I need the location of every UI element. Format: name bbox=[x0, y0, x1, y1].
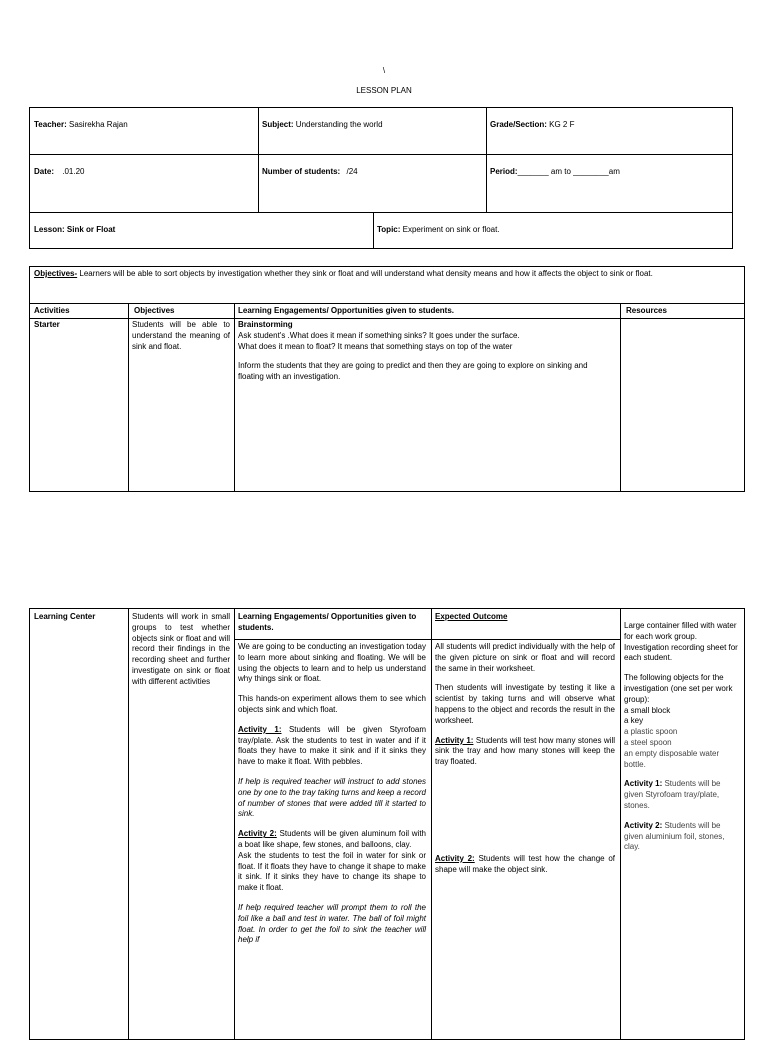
resources-column bbox=[624, 621, 739, 853]
resource-item: a key bbox=[624, 716, 644, 726]
engagement-activity-1: Activity 1: Students will be given Styrofoam tray/plate. Ask the students to test in water and if it floats they have to make it sink and if it sinks they have to make it float. With pebbles. bbox=[238, 724, 427, 767]
resource-item: a plastic spoon bbox=[624, 727, 678, 737]
learning-center-table bbox=[29, 608, 745, 1040]
engagement-hands-on: This hands-on experiment allows them to see which objects sink and which float. bbox=[238, 694, 426, 714]
outcome-predict: All students will predict individually with the help of the given picture on sink or float and will record the same in their worksheet. bbox=[435, 642, 615, 673]
outcome-column bbox=[435, 642, 615, 876]
teacher-field: Teacher: Sasirekha Rajan bbox=[34, 120, 128, 129]
header-engagements: Learning Engagements/ Opportunities given to students. bbox=[238, 306, 455, 315]
grade-field: Grade/Section: KG 2 F bbox=[490, 120, 575, 129]
resource-item: a small block bbox=[624, 705, 671, 715]
engagement-header: Learning Engagements/ Opportunities given to students. bbox=[238, 612, 417, 632]
starter-line-3: Inform the students that they are going to predict and then they are going to explore on sinking and floating with an investigation. bbox=[238, 361, 588, 382]
header-activities: Activities bbox=[34, 306, 70, 315]
engagement-intro: We are going to be conducting an investigation today to learn more about sinking and floating. We will be using the objects to learn and to help us understand why things sink or float. bbox=[238, 642, 426, 684]
engagement-activity-2: Activity 2: Students will be given aluminum foil with a boat like shape, few stones, and balloons, clay. bbox=[238, 829, 426, 849]
brainstorming-heading: Brainstorming bbox=[238, 320, 293, 329]
resource-item: a steel spoon bbox=[624, 737, 672, 747]
period-value: _______ am to ________am bbox=[517, 167, 620, 176]
students-field: Number of students: /24 bbox=[262, 167, 358, 176]
students-value: /24 bbox=[346, 167, 358, 176]
header-table bbox=[29, 107, 733, 249]
backslash-mark: \ bbox=[382, 66, 386, 75]
topic-value: Experiment on sink or float. bbox=[402, 225, 500, 234]
engagement-help-2: If help required teacher will prompt them to roll the foil like a ball and test in water. The ball of foil might float. In order to get the foil to sink the teacher will help if bbox=[238, 902, 426, 945]
starter-table bbox=[29, 266, 745, 492]
topic-field: Topic: Experiment on sink or float. bbox=[377, 225, 500, 234]
date-field: Date: .01.20 bbox=[34, 167, 85, 176]
learning-center-objective: Students will work in small groups to test whether objects sink or float and will record their findings in the recording sheet and further investigate on sink or float with different activities bbox=[132, 612, 230, 686]
objectives-statement: Objectives- Learners will be able to sort objects by investigation whether they sink or float and will understand what density means and how it affects the object to sink or float. bbox=[34, 269, 653, 278]
subject-field: Subject: Understanding the world bbox=[262, 120, 383, 129]
header-resources: Resources bbox=[626, 306, 667, 315]
learning-center-label: Learning Center bbox=[34, 612, 96, 621]
header-objectives: Objectives bbox=[134, 306, 175, 315]
lesson-field: Lesson: Sink or Float bbox=[34, 225, 116, 234]
page-title: LESSON PLAN bbox=[356, 86, 412, 95]
outcome-header: Expected Outcome bbox=[435, 612, 508, 621]
engagement-help-1: If help is required teacher will instruct to add stones one by one to the tray taking turns and keep a record of number of stones that were added till it started to sink. bbox=[238, 776, 426, 819]
outcome-investigate: Then students will investigate by testing it like a scientist by taking turns and will observe what happens to the object and records the result in the worksheet. bbox=[435, 683, 615, 725]
engagement-column bbox=[238, 642, 426, 946]
starter-engagement bbox=[238, 320, 614, 383]
resource-item: an empty disposable water bottle. bbox=[624, 748, 720, 769]
engagement-activity-2-detail: Ask the students to test the foil in water for sink or float. If it floats they have to change it shape to make it sink. If it sinks they have to change its shape to make it float. bbox=[238, 850, 426, 893]
starter-objective: Students will be able to understand the meaning of sink and float. bbox=[132, 320, 230, 351]
period-field: Period:_______ am to ________am bbox=[490, 167, 620, 176]
teacher-name: Sasirekha Rajan bbox=[69, 120, 128, 129]
starter-line-2: What does it mean to float? It means that something stays on top of the water bbox=[238, 341, 513, 351]
resources-container: Large container filled with water for each work group. Investigation recording sheet for each student. bbox=[624, 621, 738, 663]
grade-value: KG 2 F bbox=[549, 120, 575, 129]
resources-activity-1: Activity 1: Students will be given Styrofoam tray/plate, stones. bbox=[624, 779, 721, 810]
resources-objects: The following objects for the investigation (one set per work group): bbox=[624, 673, 733, 704]
resources-activity-2: Activity 2: Students will be given aluminium foil, stones, clay. bbox=[624, 820, 725, 852]
outcome-activity-1: Activity 1: Students will test how many stones will sink the tray and how many stones will keep the tray floated. bbox=[435, 735, 616, 767]
date-value: .01.20 bbox=[62, 167, 85, 176]
starter-label: Starter bbox=[34, 320, 60, 329]
starter-line-1: Ask student's .What does it mean if something sinks? It goes under the surface. bbox=[238, 330, 520, 340]
subject-value: Understanding the world bbox=[295, 120, 383, 129]
outcome-activity-2: Activity 2: Students will test how the change of shape will make the object sink. bbox=[435, 853, 616, 874]
